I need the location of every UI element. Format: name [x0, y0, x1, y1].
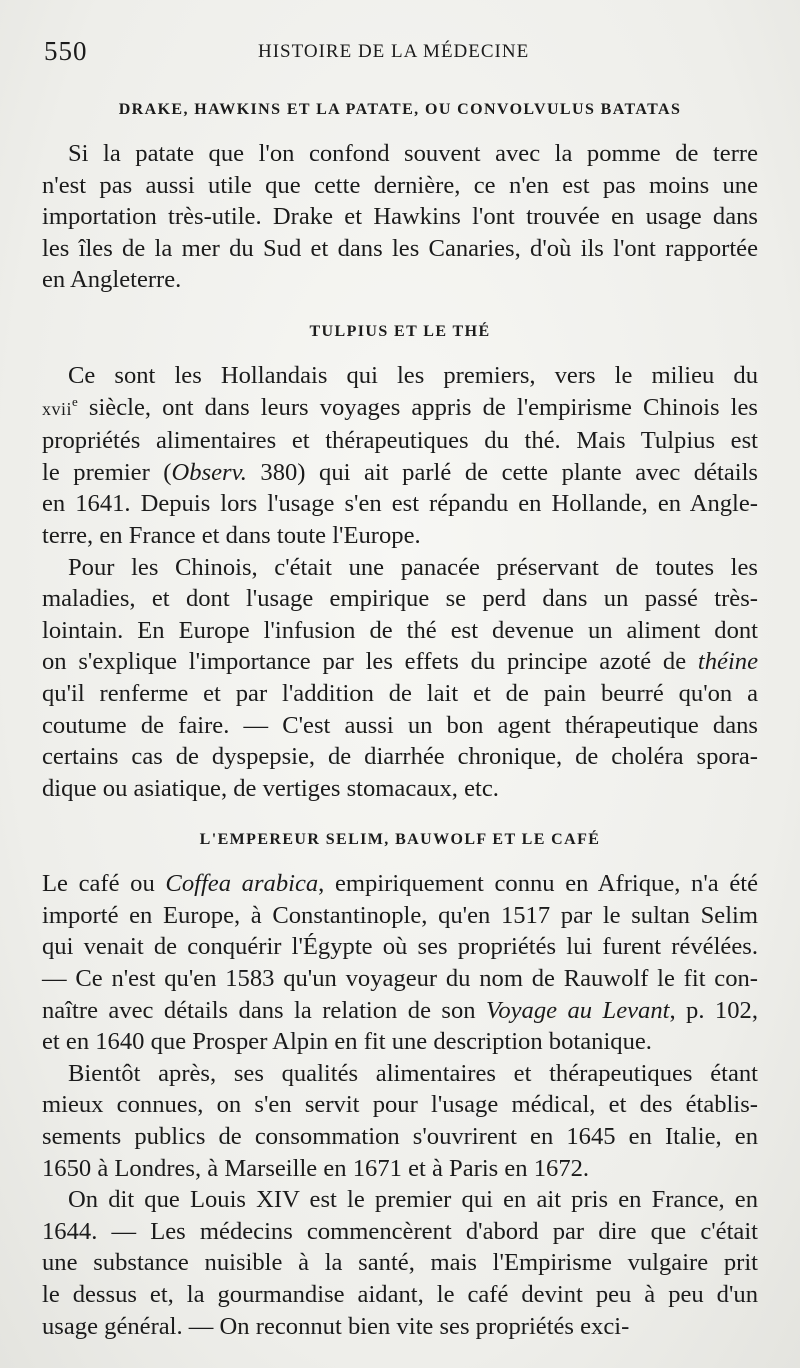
text-line: qui venait de conquérir l'Égypte où ses propriétés lui furent révélées. — [42, 933, 758, 961]
section-title-patate: DRAKE, HAWKINS ET LA PATATE, OU CONVOLVULUS BATATAS — [118, 101, 682, 118]
text-line: naître avec détails dans la relation de son Voyage au Levant, p. 102, — [42, 996, 758, 1024]
text-line: dique ou asiatique, de vertiges stomacaux, etc. — [42, 774, 499, 802]
text-line: lointain. En Europe l'infusion de thé est devenue un aliment dont — [42, 616, 758, 644]
text-line: n'est pas aussi utile que cette dernière, ce n'en est pas moins une — [42, 171, 758, 199]
paragraph-cafe-2 — [42, 1058, 758, 1184]
text-line: sements publics de consommation s'ouvrirent en 1645 en Italie, en — [42, 1123, 758, 1151]
text-line: et en 1640 que Prosper Alpin en fit une description botanique. — [42, 1028, 652, 1056]
paragraph-patate — [42, 138, 758, 296]
text-line: qu'il renferme et par l'addition de lait et de pain beurré qu'on a — [42, 679, 758, 707]
text-fragment: siècle, ont dans leurs voyages appris de l'empirisme Chinois les — [88, 393, 758, 421]
page-number: 550 — [44, 36, 88, 66]
text-line: le premier (Observ. 380) qui ait parlé de cette plante avec détails — [42, 458, 758, 486]
paragraph-the-1 — [42, 360, 758, 552]
text-line: importation très-utile. Drake et Hawkins l'ont trouvée en usage dans — [42, 203, 758, 231]
text-line: en 1641. Depuis lors l'usage s'en est répandu en Hollande, en Angle- — [42, 490, 758, 518]
text-line: 1650 à Londres, à Marseille en 1671 et à Paris en 1672. — [42, 1154, 590, 1182]
text-line: Pour les Chinois, c'était une panacée préservant de toutes les — [68, 553, 758, 581]
text-line: maladies, et dont l'usage empirique se perd dans un passé très- — [42, 585, 758, 613]
text-line: On dit que Louis XIV est le premier qui en ait pris en France, en — [68, 1186, 758, 1214]
text-line: on s'explique l'importance par les effets du principe azoté de théine — [42, 648, 758, 676]
text-line: importé en Europe, à Constantinople, qu'en 1517 par le sultan Selim — [42, 901, 758, 929]
century-numeral: xvii — [42, 398, 73, 419]
running-title: HISTOIRE DE LA MÉDECINE — [258, 41, 530, 62]
text-line: une substance nuisible à la santé, mais l'Empirisme vulgaire prit — [42, 1249, 758, 1277]
text-line: — Ce n'est qu'en 1583 qu'un voyageur du nom de Rauwolf le fit con- — [42, 965, 758, 993]
paragraph-cafe-1 — [42, 868, 758, 1058]
text-line: terre, en France et dans toute l'Europe. — [42, 521, 421, 549]
text-line: Ce sont les Hollandais qui les premiers, vers le milieu du — [68, 361, 758, 389]
text-line: Le café ou Coffea arabica, empiriquement connu en Afrique, n'a été — [42, 870, 758, 898]
running-head — [44, 36, 756, 72]
text-line: coutume de faire. — C'est aussi un bon agent thérapeutique dans — [42, 711, 758, 739]
text-line: Bientôt après, ses qualités alimentaires et thérapeutiques étant — [68, 1059, 758, 1087]
text-line: Si la patate que l'on confond souvent avec la pomme de terre — [68, 140, 758, 167]
text-line: 1644. — Les médecins commencèrent d'abord par dire que c'était — [42, 1217, 758, 1245]
text-line: certains cas de dyspepsie, de diarrhée chronique, de choléra spora- — [42, 743, 758, 771]
text-line: propriétés alimentaires et thérapeutiques du thé. Mais Tulpius est — [42, 427, 758, 455]
text-line-century — [42, 392, 758, 426]
page-content — [42, 92, 758, 1342]
text-line: mieux connues, on s'en servit pour l'usage médical, et des établis- — [42, 1091, 758, 1119]
paragraph-cafe-3 — [42, 1184, 758, 1342]
section-title-cafe: L'EMPEREUR SELIM, BAUWOLF ET LE CAFÉ — [199, 831, 601, 849]
paragraph-the-2 — [42, 552, 758, 805]
text-line: les îles de la mer du Sud et dans les Canaries, d'où ils l'ont rapportée — [42, 234, 758, 262]
section-title-the: TULPIUS ET LE THÉ — [309, 322, 491, 340]
text-line: usage général. — On reconnut bien vite ses propriétés exci- — [42, 1312, 630, 1340]
century-superscript: e — [72, 393, 78, 409]
text-line: en Angleterre. — [42, 266, 182, 294]
text-line: le dessus et, la gourmandise aidant, le café devint peu à peu d'un — [42, 1281, 758, 1308]
